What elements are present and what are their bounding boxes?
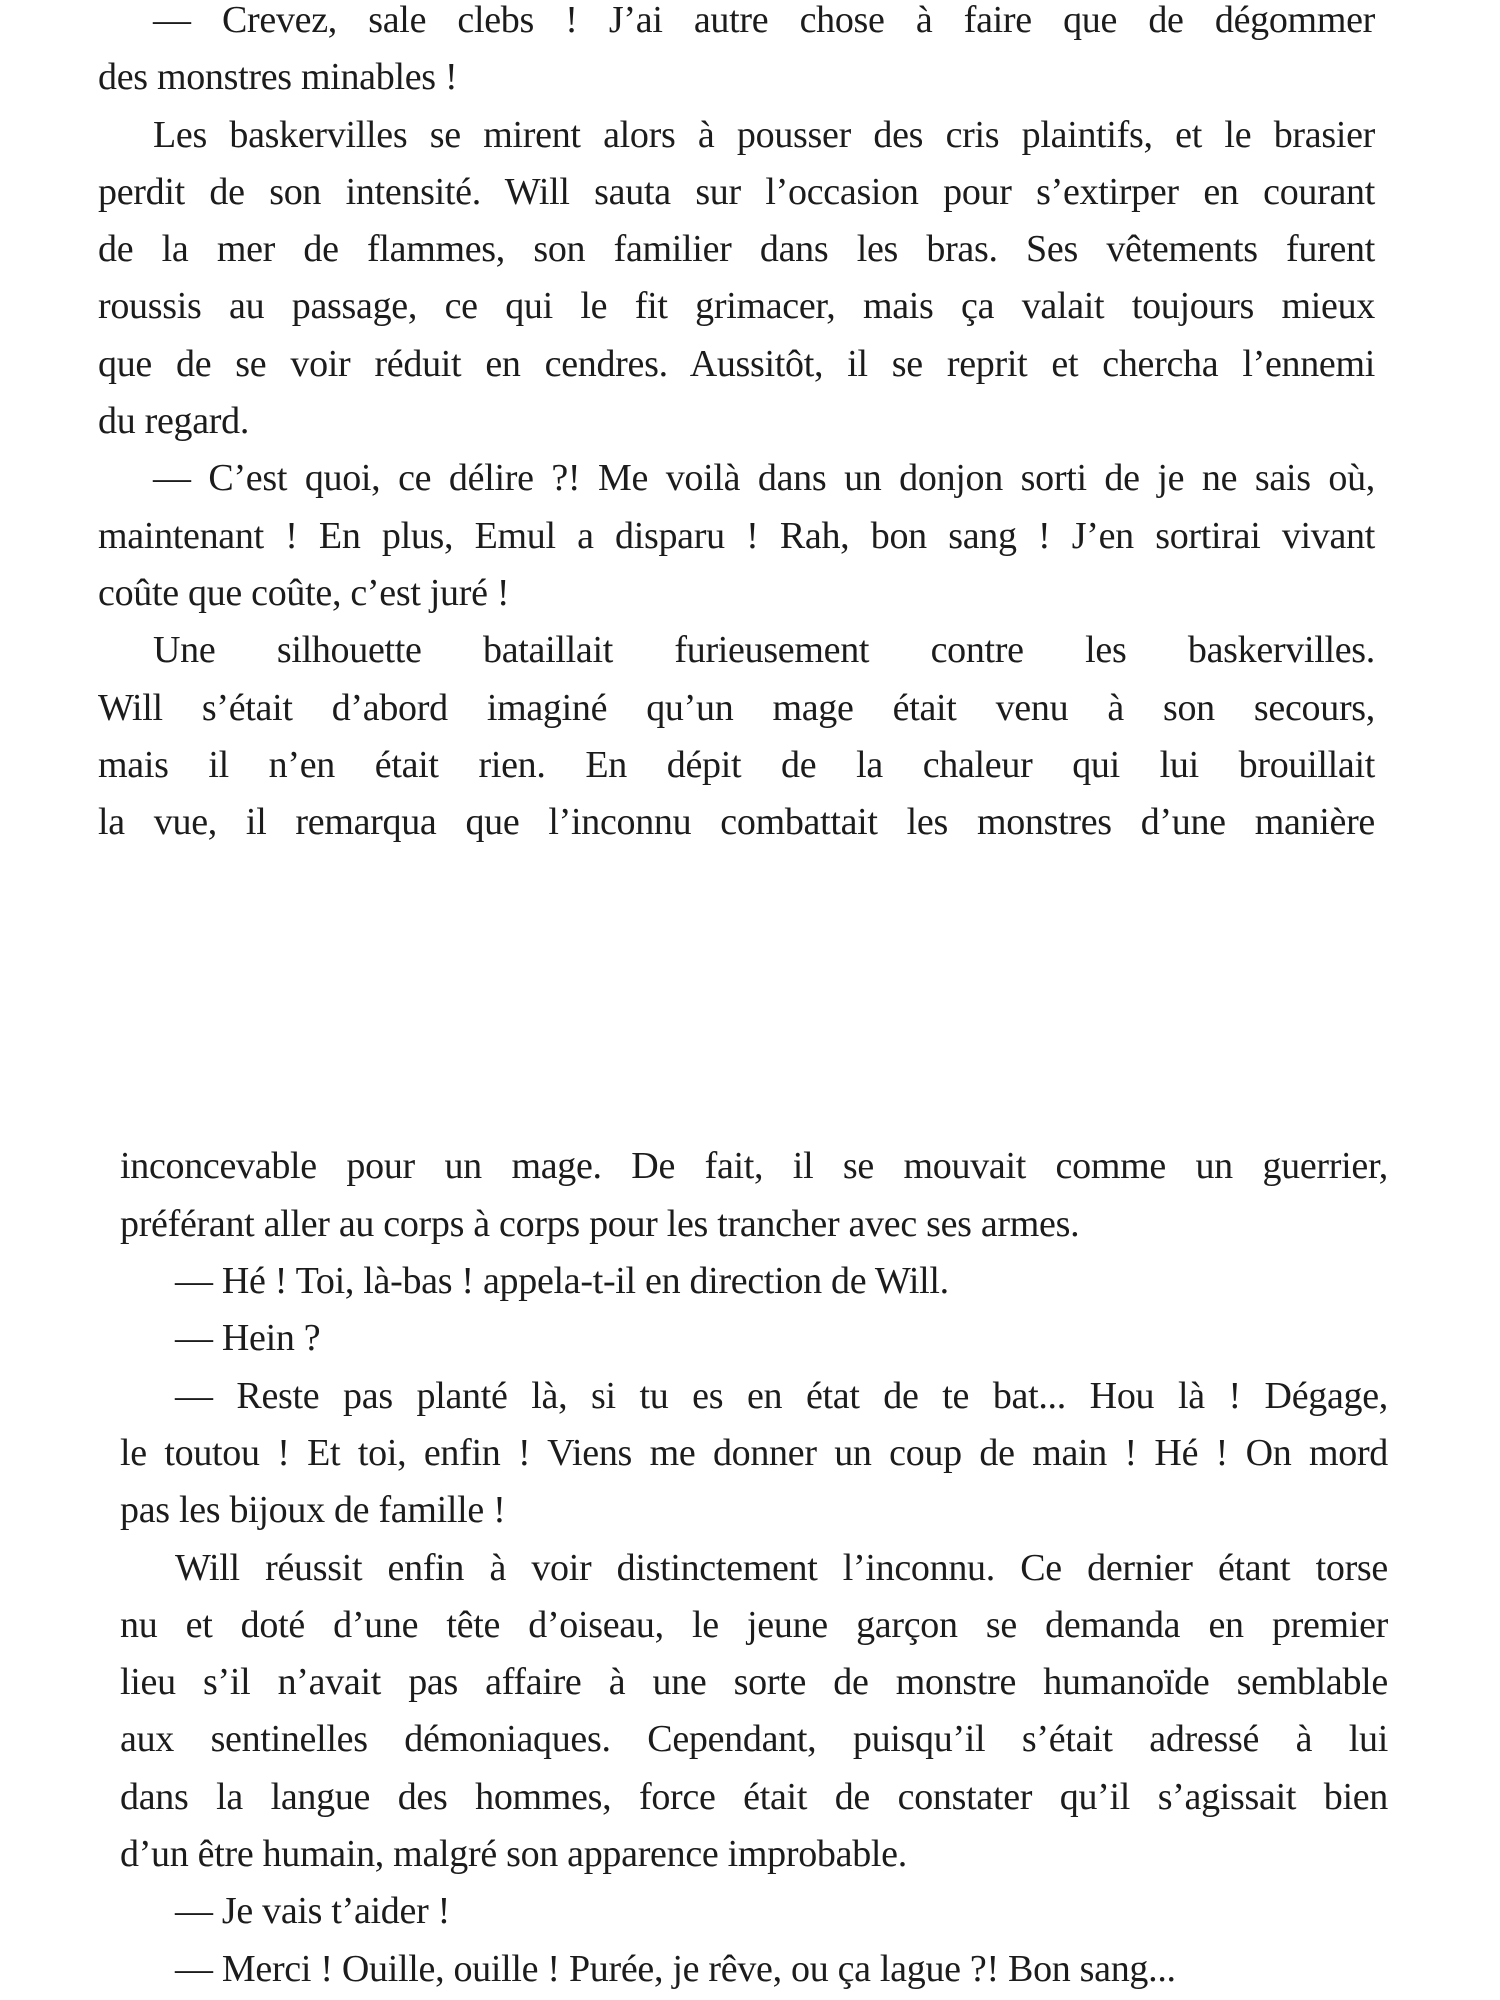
text-line: Une silhouette bataillait furieusement contre les baskervilles. bbox=[153, 629, 1375, 672]
text-line: — Crevez, sale clebs ! J’ai autre chose à faire que de dégommer bbox=[153, 0, 1375, 41]
text-line: des monstres minables ! bbox=[98, 56, 458, 99]
text-line: perdit de son intensité. Will sauta sur l’occasion pour s’extirper en courant bbox=[98, 170, 1375, 213]
text-line: mais il n’en était rien. En dépit de la chaleur qui lui brouillait bbox=[98, 743, 1375, 786]
text-line: — Merci ! Ouille, ouille ! Purée, je rêve, ou ça lague ?! Bon sang... bbox=[175, 1947, 1176, 1990]
lower-text-column bbox=[0, 1138, 1500, 1997]
text-line: d’un être humain, malgré son apparence improbable. bbox=[120, 1833, 907, 1876]
text-line: que de se voir réduit en cendres. Aussitôt, il se reprit et chercha l’ennemi bbox=[98, 342, 1375, 385]
text-line: inconcevable pour un mage. De fait, il se mouvait comme un guerrier, bbox=[120, 1145, 1388, 1188]
text-line: la vue, il remarqua que l’inconnu combattait les monstres d’une manière bbox=[98, 801, 1375, 844]
text-line: roussis au passage, ce qui le fit grimacer, mais ça valait toujours mieux bbox=[98, 285, 1375, 328]
text-line: dans la langue des hommes, force était de constater qu’il s’agissait bien bbox=[120, 1775, 1388, 1818]
text-line: le toutou ! Et toi, enfin ! Viens me donner un coup de main ! Hé ! On mord bbox=[120, 1431, 1388, 1474]
upper-text-column bbox=[0, 0, 1500, 851]
text-line: — Hé ! Toi, là-bas ! appela-t-il en direction de Will. bbox=[175, 1260, 949, 1303]
illustration-gap bbox=[0, 851, 1500, 1138]
text-line: lieu s’il n’avait pas affaire à une sorte de monstre humanoïde semblable bbox=[120, 1661, 1388, 1704]
text-line: aux sentinelles démoniaques. Cependant, puisqu’il s’était adressé à lui bbox=[120, 1718, 1388, 1761]
text-line: Les baskervilles se mirent alors à pousser des cris plaintifs, et le brasier bbox=[153, 113, 1375, 156]
text-line: — Reste pas planté là, si tu es en état de te bat... Hou là ! Dégage, bbox=[175, 1374, 1388, 1417]
text-line: nu et doté d’une tête d’oiseau, le jeune garçon se demanda en premier bbox=[120, 1603, 1388, 1646]
text-line: maintenant ! En plus, Emul a disparu ! Rah, bon sang ! J’en sortirai vivant bbox=[98, 514, 1375, 557]
text-line: de la mer de flammes, son familier dans les bras. Ses vêtements furent bbox=[98, 228, 1375, 271]
text-line: Will réussit enfin à voir distinctement l’inconnu. Ce dernier étant torse bbox=[175, 1546, 1388, 1589]
text-line: — Je vais t’aider ! bbox=[175, 1890, 450, 1933]
text-line: pas les bijoux de famille ! bbox=[120, 1489, 506, 1532]
text-line: coûte que coûte, c’est juré ! bbox=[98, 571, 510, 614]
text-line: — C’est quoi, ce délire ?! Me voilà dans un donjon sorti de je ne sais où, bbox=[153, 457, 1375, 500]
text-line: — Hein ? bbox=[175, 1317, 321, 1360]
text-line: Will s’était d’abord imaginé qu’un mage était venu à son secours, bbox=[98, 686, 1375, 729]
text-line: du regard. bbox=[98, 400, 250, 443]
text-line: préférant aller au corps à corps pour les trancher avec ses armes. bbox=[120, 1202, 1080, 1245]
